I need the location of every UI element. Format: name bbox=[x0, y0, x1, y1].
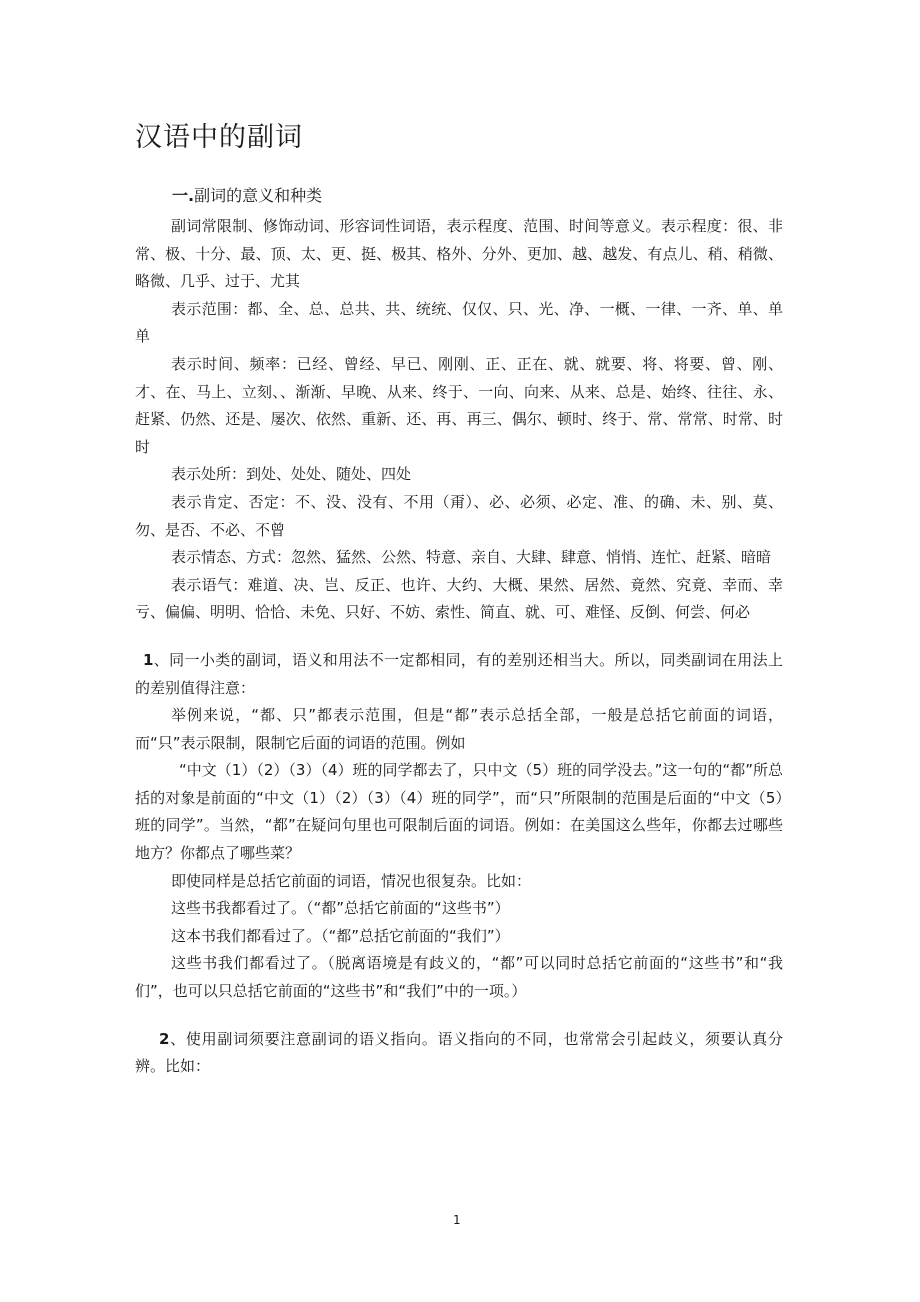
point-1-example-b: 这本书我们都看过了。（“都”总括它前面的“我们”） bbox=[171, 926, 510, 945]
point-1-example-c: 这些书我们都看过了。（脱离语境是有歧义的，“都”可以同时总括它前面的“这些书”和“我们”，也可以只总括它前面的“这些书”和“我们”中的一项。） bbox=[135, 954, 783, 1001]
point-1-number: 1 bbox=[143, 650, 154, 669]
document-body bbox=[135, 213, 783, 1081]
point-2-text: 、使用副词须要注意副词的语义指向。语义指向的不同，也常常会引起歧义，须要认真分辨。比如： bbox=[135, 1029, 783, 1076]
point-1-text: 、同一小类的副词，语义和用法不一定都相同，有的差别还相当大。所以，同类副词在用法上的差别值得注意： bbox=[135, 650, 783, 697]
section-heading bbox=[172, 184, 322, 208]
section-heading-text: 副词的意义和种类 bbox=[194, 186, 323, 205]
paragraph-manner: 表示情态、方式：忽然、猛然、公然、特意、亲自、大肆、肆意、悄悄、连忙、赶紧、暗暗 bbox=[171, 548, 772, 567]
page-number: 1 bbox=[453, 1213, 461, 1227]
paragraph-mood: 表示语气：难道、决、岂、反正、也许、大约、大概、果然、居然、竟然、究竟、幸而、幸亏、偏偏、明明、恰恰、未免、只好、不妨、索性、简直、就、可、难怪、反倒、何尝、何必 bbox=[135, 575, 783, 622]
page-title: 汉语中的副词 bbox=[135, 122, 303, 153]
paragraph-degree: 副词常限制、修饰动词、形容词性词语，表示程度、范围、时间等意义。表示程度：很、非常、极、十分、最、顶、太、更、挺、极其、格外、分外、更加、越、越发、有点儿、稍、稍微、略微、几乎、过于、尤其 bbox=[135, 217, 783, 291]
point-1-complex-intro: 即使同样是总括它前面的词语，情况也很复杂。比如： bbox=[171, 871, 532, 890]
section-number: 一. bbox=[172, 186, 195, 205]
paragraph-scope: 表示范围：都、全、总、总共、共、统统、仅仅、只、光、净、一概、一律、一齐、单、单单 bbox=[135, 299, 783, 346]
paragraph-time: 表示时间、频率：已经、曾经、早已、刚刚、正、正在、就、就要、将、将要、曾、刚、才、在、马上、立刻、、渐渐、早晚、从来、终于、一向、向来、从来、总是、始终、往往、永、赶紧、仍然、还是、屡次、依然、重新、还、再、再三、偶尔、顿时、终于、常、常常、时常、时时 bbox=[135, 354, 783, 456]
point-1-example-quote: “中文（1）（2）（3）（4）班的同学都去了，只中文（5）班的同学没去。”这一句的“都”所总括的对象是前面的“中文（1）（2）（3）（4）班的同学”，而“只”所限制的范围是后面的“中文（5）班的同学”。当然，“都”在疑问句里也可限制后面的词语。例如：在美国这么些年，你都去过哪些地方？你都点了哪些菜？ bbox=[135, 761, 783, 863]
point-2-number: 2 bbox=[159, 1029, 170, 1048]
point-1-example-a: 这些书我都看过了。（“都”总括它前面的“这些书”） bbox=[171, 899, 510, 918]
point-1-paragraph bbox=[135, 647, 783, 702]
point-1-example-intro: 举例来说，“都、只”都表示范围，但是“都”表示总括全部，一般是总括它前面的词语，而“只”表示限制，限制它后面的词语的范围。例如 bbox=[135, 706, 783, 752]
point-2-paragraph bbox=[135, 1026, 783, 1081]
paragraph-negation: 表示肯定、否定：不、没、没有、不用（甭）、必、必须、必定、准、的确、未、别、莫、勿、是否、不必、不曾 bbox=[135, 492, 783, 539]
paragraph-place: 表示处所：到处、处处、随处、四处 bbox=[171, 465, 412, 484]
